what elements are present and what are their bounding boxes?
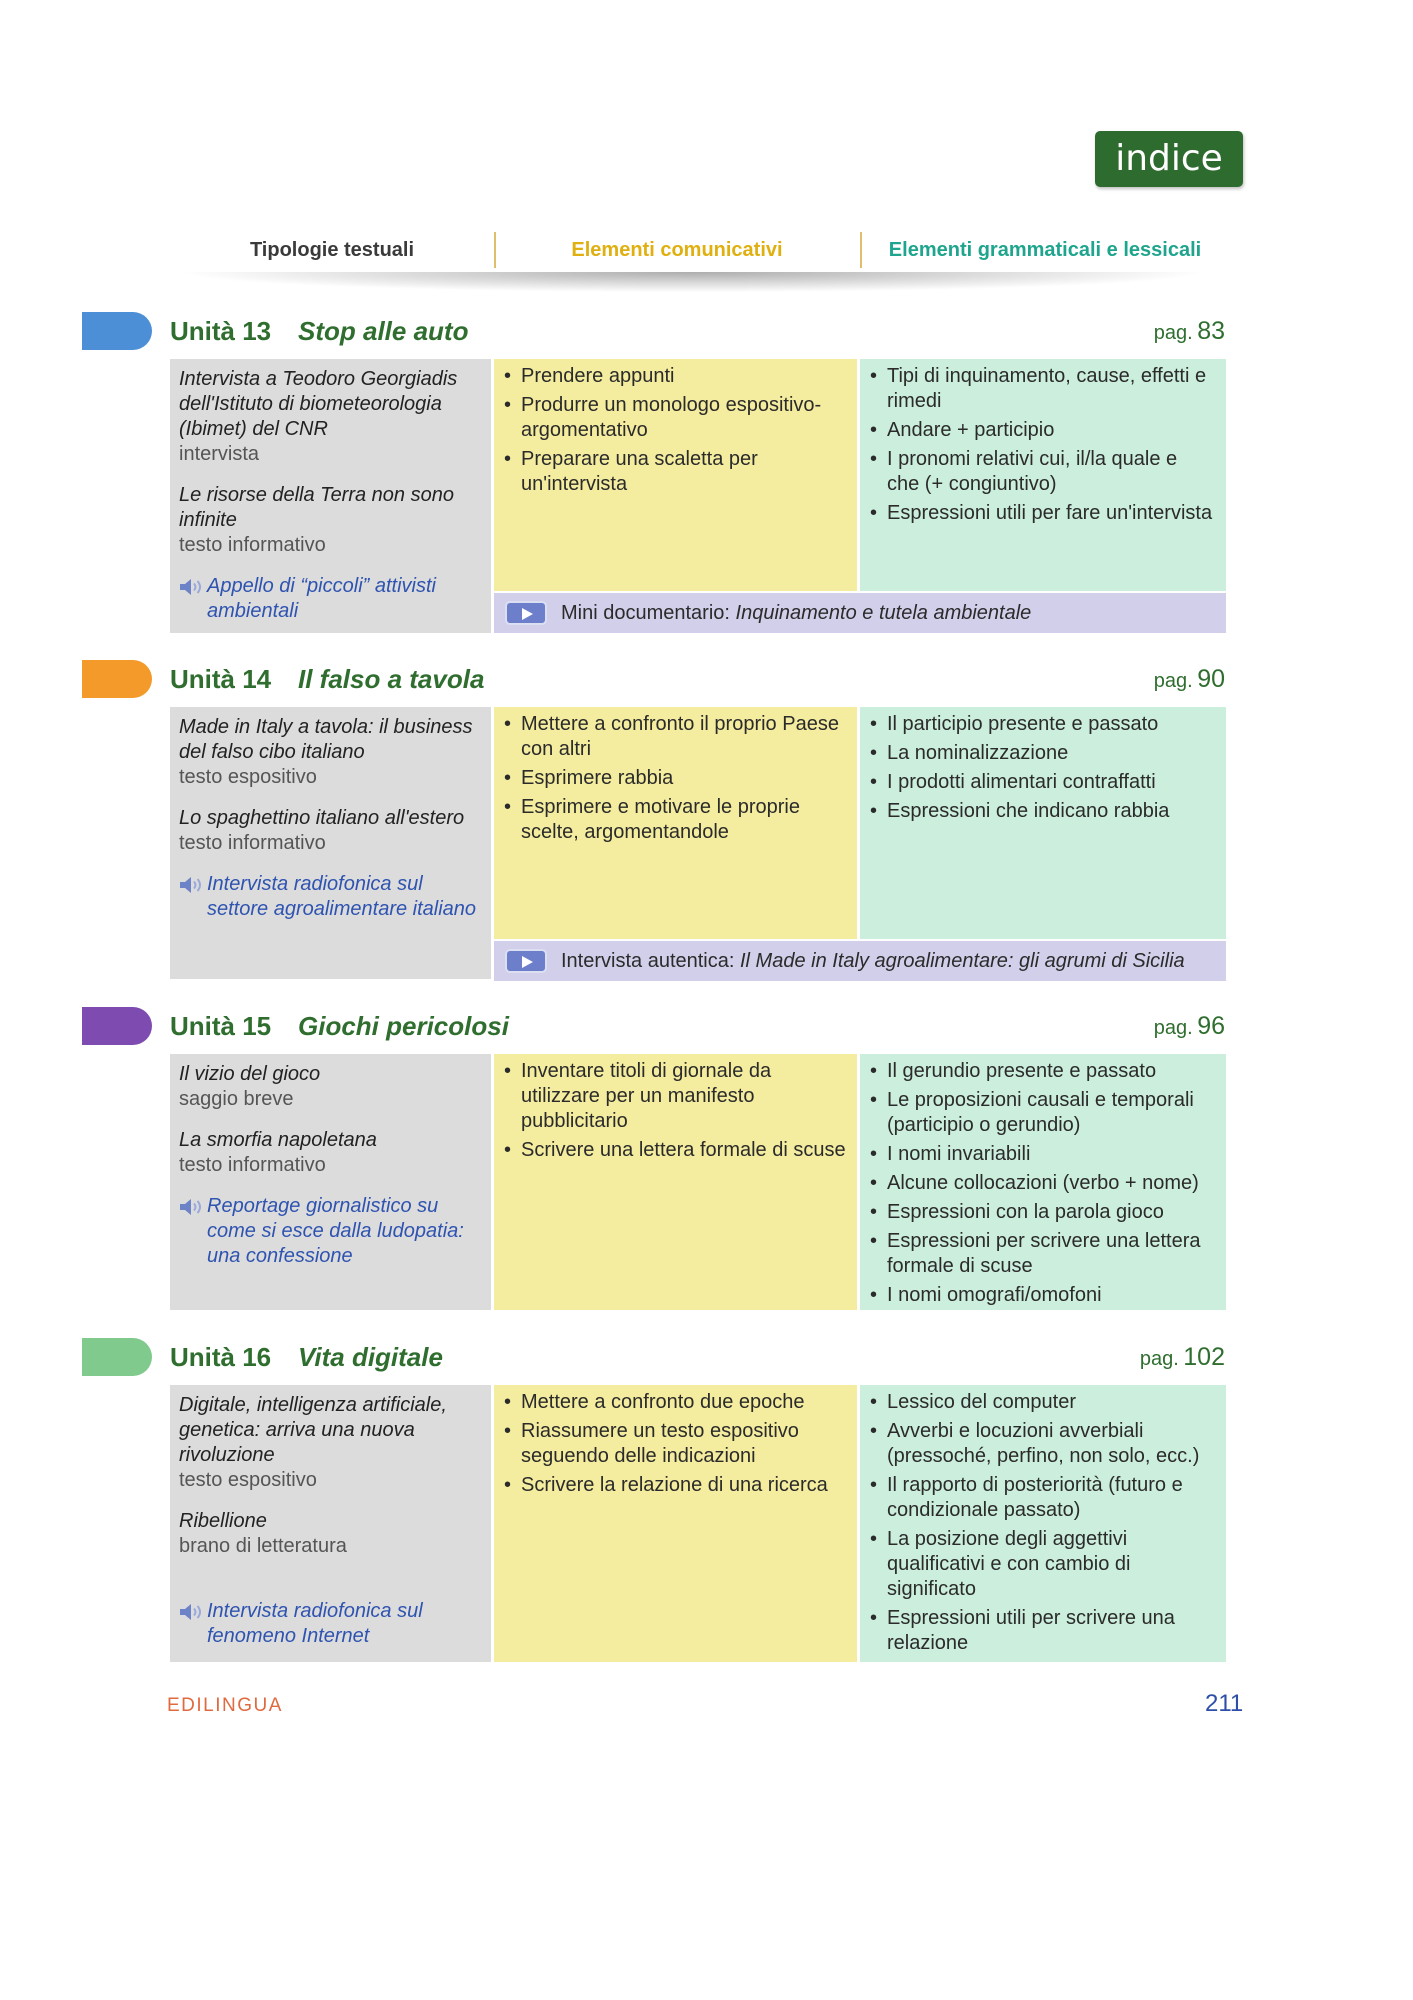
unit-color-tab	[82, 660, 152, 698]
list-item: • I pronomi relativi cui, il/la quale e che (+ congiuntivo)	[869, 447, 1214, 497]
list-item: • I prodotti alimentari contraffatti	[869, 770, 1214, 795]
list-item: • Alcune collocazioni (verbo + nome)	[869, 1171, 1214, 1196]
unit-title[interactable]: Il falso a tavola	[298, 664, 485, 694]
list-item: • Andare + participio	[869, 418, 1214, 443]
list-item: • Il rapporto di posteriorità (futuro e condizionale passato)	[869, 1473, 1214, 1523]
unit-header	[0, 659, 1413, 699]
unit-number: Unità 15	[170, 1011, 272, 1041]
grammar-cell	[860, 1385, 1226, 1662]
page-number-footer: 211	[1205, 1690, 1244, 1717]
list-item: • Riassumere un testo espositivo seguendo delle indicazioni	[503, 1419, 847, 1469]
video-label: Mini documentario:	[561, 601, 730, 624]
page-label: pag.	[1139, 1348, 1179, 1370]
communicative-list	[503, 1390, 847, 1498]
text-title: Digitale, intelligenza artificiale, genetica: arriva una nuova rivoluzione	[179, 1394, 447, 1466]
communicative-list	[503, 364, 847, 497]
unit-number: Unità 13	[170, 316, 272, 346]
grammar-list	[869, 1390, 1214, 1656]
grammar-list	[869, 1059, 1214, 1308]
video-bar[interactable]	[494, 941, 1226, 981]
text-kind: testo informativo	[179, 534, 326, 556]
unit-header	[0, 1337, 1413, 1377]
list-item: • Il participio presente e passato	[869, 712, 1214, 737]
audio-title: Reportage giornalistico su come si esce dalla ludopatia: una confessione	[207, 1195, 464, 1267]
page-label: pag.	[1153, 322, 1193, 344]
page-reference[interactable]	[1140, 1337, 1225, 1381]
grammar-cell	[860, 1054, 1226, 1310]
unit-color-tab	[82, 312, 152, 350]
list-item: • Espressioni con la parola gioco	[869, 1200, 1214, 1225]
text-title: Le risorse della Terra non sono infinite	[179, 484, 454, 531]
video-label: Intervista autentica:	[561, 949, 735, 972]
text-kind: testo espositivo	[179, 1469, 317, 1491]
video-bar[interactable]	[494, 593, 1226, 633]
list-item: • Scrivere una lettera formale di scuse	[503, 1138, 847, 1163]
list-item: • La posizione degli aggettivi qualificativi e con cambio di significato	[869, 1527, 1214, 1602]
page-number: 83	[1197, 317, 1225, 345]
play-icon	[505, 601, 547, 625]
list-item: • I nomi omografi/omofoni	[869, 1283, 1214, 1308]
list-item: • La nominalizzazione	[869, 741, 1214, 766]
audio-title: Appello di “piccoli” attivisti ambientali	[207, 575, 436, 622]
list-item: • Espressioni utili per fare un'intervista	[869, 501, 1214, 526]
text-entry	[179, 1062, 481, 1112]
text-entry	[179, 1128, 481, 1178]
grammar-list	[869, 364, 1214, 526]
column-header-grammar: Elementi grammaticali e lessicali	[888, 239, 1202, 261]
list-item: • Inventare titoli di giornale da utilizzare per un manifesto pubblicitario	[503, 1059, 847, 1134]
text-entry	[179, 483, 481, 558]
index-badge: indice	[1095, 131, 1243, 187]
page-number: 102	[1183, 1343, 1225, 1371]
page-number: 90	[1197, 665, 1225, 693]
text-title: Lo spaghettino italiano all'estero	[179, 807, 465, 829]
communicative-cell	[494, 707, 857, 939]
text-title: La smorfia napoletana	[179, 1129, 377, 1151]
play-icon	[505, 949, 547, 973]
grammar-cell	[860, 707, 1226, 939]
column-header-text-types: Tipologie testuali	[249, 239, 415, 261]
audio-track[interactable]	[179, 1599, 481, 1649]
text-kind: brano di letteratura	[179, 1535, 347, 1557]
text-kind: testo informativo	[179, 832, 326, 854]
list-item: • Tipi di inquinamento, cause, effetti e rimedi	[869, 364, 1214, 414]
video-title: Inquinamento e tutela ambientale	[735, 601, 1032, 624]
text-kind: testo informativo	[179, 1154, 326, 1176]
unit-title[interactable]: Giochi pericolosi	[298, 1011, 509, 1041]
communicative-list	[503, 1059, 847, 1163]
audio-track[interactable]	[179, 574, 481, 624]
list-item: • Esprimere rabbia	[503, 766, 847, 791]
speaker-icon	[179, 1599, 207, 1649]
text-title: Ribellione	[179, 1510, 267, 1532]
list-item: • Mettere a confronto due epoche	[503, 1390, 847, 1415]
audio-track[interactable]	[179, 1194, 481, 1269]
unit-number: Unità 16	[170, 1342, 272, 1372]
list-item: • Mettere a confronto il proprio Paese con altri	[503, 712, 847, 762]
list-item: • Espressioni per scrivere una lettera formale di scuse	[869, 1229, 1214, 1279]
header-shadow	[135, 272, 1250, 294]
audio-title: Intervista radiofonica sul settore agroalimentare italiano	[207, 873, 477, 920]
text-kind: testo espositivo	[179, 766, 317, 788]
speaker-icon	[179, 1194, 207, 1269]
audio-track[interactable]	[179, 872, 481, 922]
column-header-communicative: Elementi comunicativi	[571, 239, 783, 261]
unit-header	[0, 1006, 1413, 1046]
text-title: Intervista a Teodoro Georgiadis dell'Istituto di biometeorologia (Ibimet) del CNR	[179, 368, 458, 440]
communicative-cell	[494, 1385, 857, 1662]
unit-color-tab	[82, 1007, 152, 1045]
grammar-list	[869, 712, 1214, 824]
grammar-cell	[860, 359, 1226, 591]
text-kind: intervista	[179, 443, 260, 465]
text-kind: saggio breve	[179, 1088, 294, 1110]
list-item: • I nomi invariabili	[869, 1142, 1214, 1167]
speaker-icon	[179, 574, 207, 624]
unit-title[interactable]: Stop alle auto	[298, 316, 469, 346]
list-item: • Avverbi e locuzioni avverbiali (pressoché, perfino, non solo, ecc.)	[869, 1419, 1214, 1469]
unit-header	[0, 311, 1413, 351]
page-label: pag.	[1153, 1017, 1193, 1039]
list-item: • Espressioni che indicano rabbia	[869, 799, 1214, 824]
text-types-cell	[170, 707, 491, 979]
text-entry	[179, 715, 481, 790]
list-item: • Le proposizioni causali e temporali (participio o gerundio)	[869, 1088, 1214, 1138]
speaker-icon	[179, 872, 207, 922]
page-reference[interactable]	[1154, 1006, 1225, 1050]
unit-number: Unità 14	[170, 664, 272, 694]
text-types-cell	[170, 359, 491, 633]
list-item: • Espressioni utili per scrivere una relazione	[869, 1606, 1214, 1656]
text-entry	[179, 1509, 481, 1559]
video-title: Il Made in Italy agroalimentare: gli agrumi di Sicilia	[740, 949, 1185, 972]
list-item: • Preparare una scaletta per un'intervista	[503, 447, 847, 497]
list-item: • Produrre un monologo espositivo-argomentativo	[503, 393, 847, 443]
list-item: • Esprimere e motivare le proprie scelte, argomentandole	[503, 795, 847, 845]
text-entry	[179, 367, 481, 467]
audio-title: Intervista radiofonica sul fenomeno Internet	[207, 1600, 423, 1647]
page-number: 96	[1197, 1012, 1225, 1040]
page-reference[interactable]	[1154, 311, 1225, 355]
text-types-cell	[170, 1054, 491, 1310]
text-entry	[179, 1393, 481, 1493]
text-title: Il vizio del gioco	[179, 1063, 321, 1085]
publisher-logo: EDILINGUA	[167, 1695, 283, 1716]
communicative-cell	[494, 1054, 857, 1310]
communicative-list	[503, 712, 847, 845]
page-label: pag.	[1153, 670, 1193, 692]
list-item: • Lessico del computer	[869, 1390, 1214, 1415]
text-entry	[179, 806, 481, 856]
text-title: Made in Italy a tavola: il business del falso cibo italiano	[179, 716, 473, 763]
communicative-cell	[494, 359, 857, 591]
unit-color-tab	[82, 1338, 152, 1376]
list-item: • Scrivere la relazione di una ricerca	[503, 1473, 847, 1498]
list-item: • Il gerundio presente e passato	[869, 1059, 1214, 1084]
text-types-cell	[170, 1385, 491, 1662]
page-reference[interactable]	[1154, 659, 1225, 703]
unit-title[interactable]: Vita digitale	[298, 1342, 443, 1372]
list-item: • Prendere appunti	[503, 364, 847, 389]
